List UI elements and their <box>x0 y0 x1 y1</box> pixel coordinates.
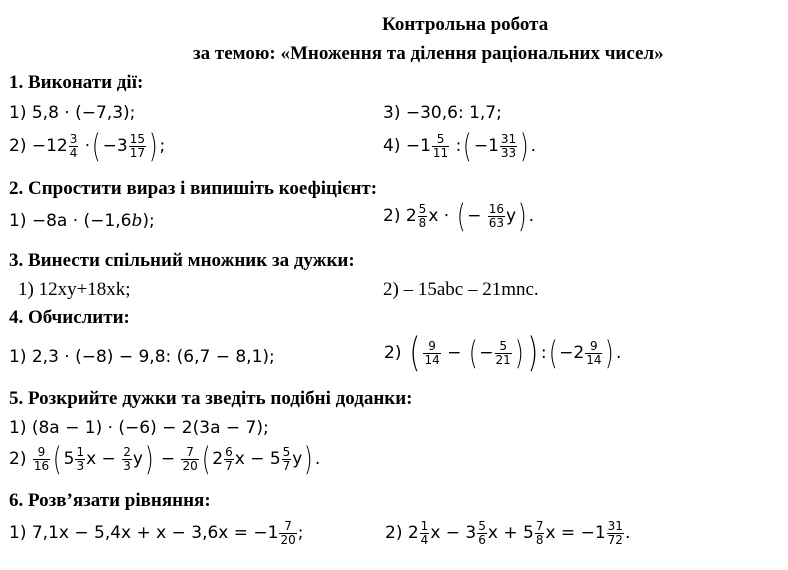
bracket: ( <box>468 334 478 372</box>
numerator: 9 <box>33 446 50 460</box>
math-text: ; <box>297 523 304 544</box>
math-text: 5 <box>63 449 75 469</box>
fraction <box>585 340 602 366</box>
bracket: ( <box>92 127 101 165</box>
math-text: 4) −1 <box>383 136 431 156</box>
bracket: ( <box>548 334 558 372</box>
numerator: 2 <box>123 444 131 459</box>
denominator: 33 <box>500 145 517 160</box>
denominator: 14 <box>424 352 440 367</box>
math-text: 2) 2 <box>383 206 417 226</box>
fraction <box>418 203 428 229</box>
task-1-1: 1) 5,8 ⋅ (−7,3); <box>9 103 136 123</box>
task-5-2 <box>9 440 321 478</box>
math-text: y <box>132 449 143 469</box>
section-6-title: 6. Розв’язати рівняння: <box>9 490 211 511</box>
numerator: 5 <box>418 201 427 216</box>
denominator: 16 <box>33 458 50 473</box>
task-4-2 <box>384 330 622 376</box>
denominator: 7 <box>225 458 233 473</box>
math-text: 2) −12 <box>9 136 68 156</box>
math-text: 1) −8a ⋅ (−1,6 <box>9 211 132 231</box>
section-4-title: 4. Обчислити: <box>9 307 130 328</box>
numerator: 1 <box>420 519 429 533</box>
bracket: ) <box>517 197 527 235</box>
numerator: 5 <box>282 444 291 459</box>
numerator: 7 <box>535 519 544 533</box>
math-text: − <box>160 449 176 469</box>
fraction <box>607 520 624 546</box>
fraction <box>420 520 430 546</box>
page-title: Контрольна робота <box>382 14 549 35</box>
task-1-4 <box>383 127 537 165</box>
denominator: 17 <box>129 145 146 160</box>
bracket: ) <box>304 440 313 478</box>
numerator: 9 <box>585 340 602 354</box>
fraction <box>477 520 487 546</box>
numerator: 6 <box>225 444 233 459</box>
fraction <box>282 446 292 472</box>
math-text: x + 5 <box>487 523 534 544</box>
numerator: 3 <box>69 131 78 146</box>
fraction <box>75 446 85 472</box>
task-6-1 <box>9 520 303 546</box>
denominator: 8 <box>418 215 427 230</box>
fraction <box>432 133 449 159</box>
denominator: 21 <box>495 352 511 367</box>
denominator: 8 <box>535 532 544 547</box>
denominator: 4 <box>420 532 429 547</box>
math-text: . <box>528 206 534 226</box>
bracket: ) <box>514 334 524 372</box>
denominator: 20 <box>182 458 198 473</box>
math-text: : <box>455 136 462 156</box>
denominator: 72 <box>607 532 623 547</box>
math-text: 2) 2 <box>385 523 419 544</box>
fraction <box>129 133 146 159</box>
section-5-title: 5. Розкрийте дужки та зведіть подібні доданки: <box>9 388 413 409</box>
bracket: ) <box>520 127 529 165</box>
math-text: . <box>615 343 622 363</box>
denominator: 3 <box>76 458 85 473</box>
math-text: 2 <box>212 449 224 469</box>
task-4-1: 1) 2,3 ⋅ (−8) − 9,8: (6,7 − 8,1); <box>9 347 275 367</box>
denominator: 6 <box>478 532 486 547</box>
math-text: − <box>479 343 494 363</box>
math-text: . <box>314 449 321 469</box>
task-3-1: 1) 12xy+18xk; <box>18 279 131 300</box>
bracket: ( <box>463 127 472 165</box>
task-6-2 <box>385 520 630 546</box>
bracket: ) <box>605 334 615 372</box>
task-3-2: 2) – 15abc – 21mnc. <box>383 279 539 300</box>
bracket: ) <box>148 127 158 165</box>
fraction <box>535 520 545 546</box>
math-text: ⋅ <box>84 136 91 156</box>
fraction <box>181 446 198 472</box>
denominator: 14 <box>586 352 602 367</box>
math-text: y <box>292 449 303 469</box>
numerator: 5 <box>432 133 449 147</box>
math-text: . <box>530 136 537 156</box>
bracket: ( <box>456 197 466 235</box>
task-2-2 <box>383 197 534 235</box>
numerator: 31 <box>500 131 517 146</box>
math-text: x − 5 <box>234 449 281 469</box>
bracket: ( <box>201 440 211 478</box>
bracket: ) <box>527 330 539 376</box>
math-text: − <box>447 343 462 363</box>
math-text: −2 <box>559 343 585 363</box>
math-text: x ⋅ <box>428 206 450 226</box>
numerator: 31 <box>607 519 623 533</box>
numerator: 7 <box>279 520 296 534</box>
math-text: x = −1 <box>545 523 606 544</box>
denominator: 3 <box>123 458 131 473</box>
task-2-1 <box>9 211 155 231</box>
numerator: 7 <box>181 446 198 460</box>
fraction <box>33 446 50 472</box>
numerator: 9 <box>423 340 440 354</box>
fraction <box>224 446 234 472</box>
numerator: 16 <box>488 201 505 216</box>
section-2-title: 2. Спростити вираз і випишіть коефіцієнт: <box>9 178 378 199</box>
fraction <box>495 340 512 366</box>
page-subtitle: за темою: «Множення та ділення раціональних чисел» <box>193 43 664 64</box>
section-3-title: 3. Винести спільний множник за дужки: <box>9 250 355 271</box>
task-1-2 <box>9 127 166 165</box>
denominator: 20 <box>280 532 296 547</box>
math-text: x − <box>86 449 116 469</box>
math-text: −1 <box>473 136 499 156</box>
denominator: 7 <box>282 458 291 473</box>
bracket: ( <box>409 330 421 376</box>
numerator: 1 <box>76 444 85 459</box>
fraction <box>122 446 132 472</box>
numerator: 5 <box>478 519 486 533</box>
math-text: 1) 7,1x − 5,4x + x − 3,6x = −1 <box>9 523 279 544</box>
denominator: 11 <box>432 145 449 160</box>
denominator: 4 <box>69 145 78 160</box>
math-text: −3 <box>102 136 128 156</box>
task-5-1: 1) (8a − 1) ⋅ (−6) − 2(3a − 7); <box>9 418 269 438</box>
section-1-title: 1. Виконати дії: <box>9 72 144 93</box>
fraction <box>279 520 296 546</box>
numerator: 5 <box>495 340 512 354</box>
fraction <box>423 340 440 366</box>
math-text: b <box>131 211 143 231</box>
numerator: 15 <box>129 131 146 146</box>
fraction <box>69 133 79 159</box>
math-text: : <box>540 343 547 363</box>
denominator: 63 <box>488 215 505 230</box>
bracket: ) <box>144 440 154 478</box>
math-text: − <box>467 206 482 226</box>
math-text: ); <box>142 211 155 231</box>
math-text: 2) <box>384 343 402 363</box>
fraction <box>500 133 517 159</box>
fraction <box>488 203 505 229</box>
math-text: y <box>506 206 517 226</box>
math-text: . <box>624 523 631 544</box>
task-1-3: 3) −30,6: 1,7; <box>383 103 502 123</box>
math-text: x − 3 <box>430 523 477 544</box>
math-text: 2) <box>9 449 27 469</box>
math-text: ; <box>159 136 166 156</box>
bracket: ( <box>53 440 62 478</box>
